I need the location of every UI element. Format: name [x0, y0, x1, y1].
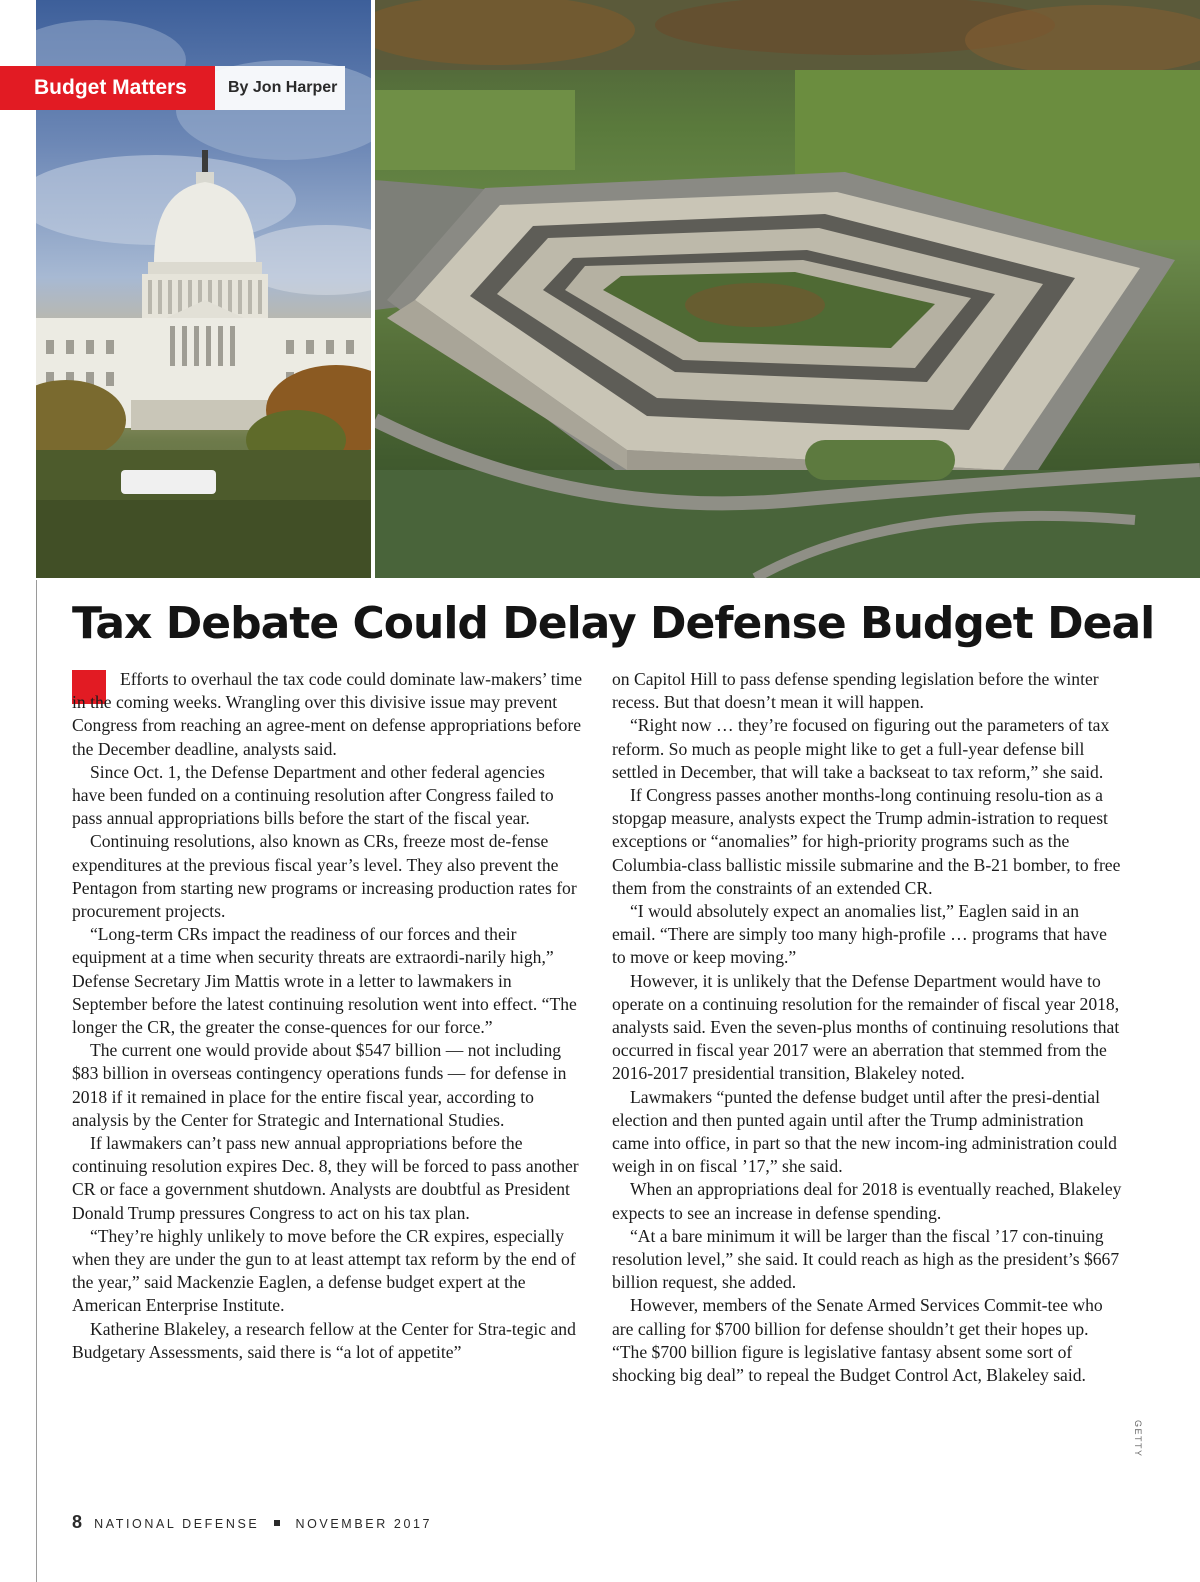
- page-number: 8: [72, 1512, 83, 1532]
- article-paragraph: on Capitol Hill to pass defense spending legislation before the winter recess. But that doesn’t mean it will happen.: [612, 669, 1099, 713]
- article-paragraph: Katherine Blakeley, a research fellow at the Center for Stra-tegic and Budgetary Assessments, said there is “a lot of appetite”: [72, 1318, 576, 1362]
- byline: By Jon Harper: [215, 66, 345, 110]
- article-paragraph: Lawmakers “punted the defense budget until after the presi-dential election and then punted again until after the Trump administration came into office, in part so that the new incom-ing administration could weigh in on fiscal ’17,” she said.: [612, 1086, 1117, 1177]
- photo-credit: GETTY: [1133, 1420, 1143, 1458]
- article-column-left: [72, 668, 582, 1364]
- article-paragraph: “At a bare minimum it will be larger than the fiscal ’17 con-tinuing resolution level,” she said. It could reach as high as the president’s $667 billion request, she added.: [612, 1225, 1120, 1293]
- article-paragraph: If Congress passes another months-long continuing resolu-tion as a stopgap measure, analysts expect the Trump admin-istration to request exceptions or “anomalies” for high-priority programs such as the Columbia-class ballistic missile submarine and the B-21 bomber, to free them from the constraints of an extended CR.: [612, 785, 1121, 898]
- article-paragraph: “They’re highly unlikely to move before the CR expires, especially when they are under the gun to at least attempt tax reform by the end of the year,” said Mackenzie Eaglen, a defense budget expert at the American Enterprise Institute.: [72, 1225, 576, 1316]
- publication-name: NATIONAL DEFENSE: [94, 1517, 260, 1531]
- page-footer: [72, 1512, 432, 1533]
- article-headline: Tax Debate Could Delay Defense Budget Deal: [72, 598, 1155, 649]
- article-paragraph: Since Oct. 1, the Defense Department and other federal agencies have been funded on a continuing resolution after Congress failed to pass annual appropriations bills before the start of the fiscal year.: [72, 761, 554, 829]
- article-column-right: [612, 668, 1122, 1387]
- pentagon-aerial-photo: [375, 0, 1200, 578]
- article-paragraph: When an appropriations deal for 2018 is eventually reached, Blakeley expects to see an increase in defense spending.: [612, 1179, 1122, 1223]
- footer-separator: [274, 1520, 280, 1526]
- pentagon-illustration: [375, 0, 1200, 578]
- section-label: Budget Matters: [0, 66, 215, 110]
- article-paragraph: Efforts to overhaul the tax code could dominate law-makers’ time in the coming weeks. Wrangling over this divisive issue may prevent Congress from reaching an agree-ment on defense appropriations before the December deadline, analysts said.: [72, 669, 583, 759]
- article-paragraph: However, it is unlikely that the Defense Department would have to operate on a continuing resolution for the remainder of fiscal year 2018, analysts said. Even the seven-plus months of continuing resolutions that occurred in fiscal year 2017 were an aberration that stemmed from the 2016-2017 presidential transition, Blakeley noted.: [612, 970, 1120, 1084]
- issue-date: NOVEMBER 2017: [295, 1517, 433, 1531]
- page-margin-rule: [36, 580, 37, 1582]
- article-paragraph: If lawmakers can’t pass new annual appropriations before the continuing resolution expires Dec. 8, they will be forced to pass another CR or face a government shutdown. Analysts are doubtful as President Donald Trump pressures Congress to act on his tax plan.: [72, 1133, 579, 1223]
- article-paragraph: “Long-term CRs impact the readiness of our forces and their equipment at a time when security threats are extraordi-narily high,” Defense Secretary Jim Mattis wrote in a letter to lawmakers in September before the latest continuing resolution went into effect. “The longer the CR, the greater the conse-quences for our force.”: [72, 924, 577, 1038]
- article-paragraph: Continuing resolutions, also known as CRs, freeze most de-fense expenditures at the previous fiscal year’s level. They also prevent the Pentagon from starting new programs or increasing production rates for procurement projects.: [72, 831, 577, 922]
- article-paragraph: However, members of the Senate Armed Services Commit-tee who are calling for $700 billion for defense shouldn’t get their hopes up. “The $700 billion figure is legislative fantasy absent some sort of shocking big deal” to repeal the Budget Control Act, Blakeley said.: [612, 1295, 1103, 1386]
- article-paragraph: “Right now … they’re focused on figuring out the parameters of tax reform. So much as people might like to get a full-year defense bill settled in December, that will take a backseat to tax reform,” she said.: [612, 715, 1110, 782]
- article-paragraph: The current one would provide about $547 billion — not including $83 billion in overseas contingency operations funds — for defense in 2018 if it remained in place for the entire fiscal year, according to analysis by the Center for Strategic and International Studies.: [72, 1040, 567, 1130]
- article-paragraph: “I would absolutely expect an anomalies list,” Eaglen said in an email. “There are simply too many high-profile … programs that have to move or keep moving.”: [612, 901, 1107, 968]
